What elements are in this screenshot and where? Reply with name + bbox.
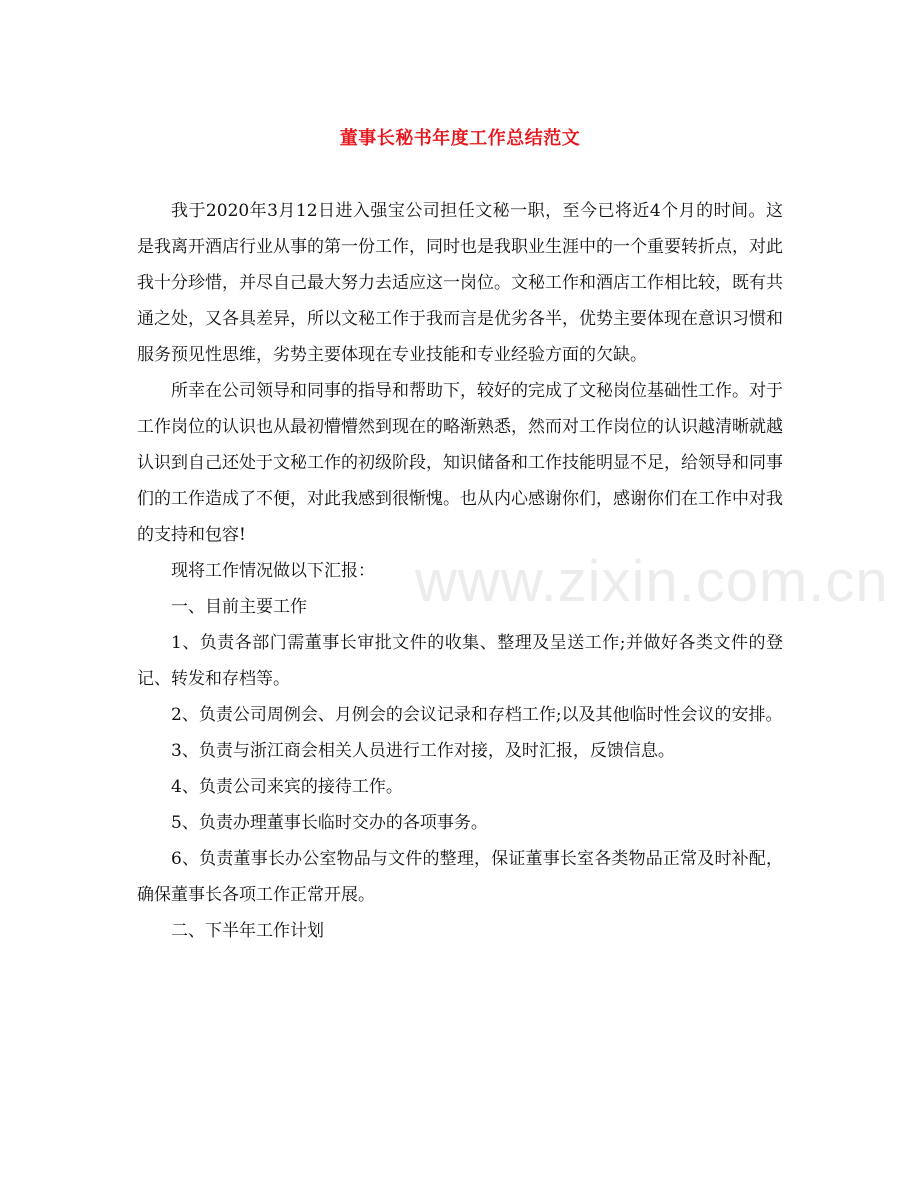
work-item-2: 2、负责公司周例会、月例会的会议记录和存档工作;以及其他临时性会议的安排。 <box>171 705 783 725</box>
work-item-3: 3、负责与浙江商会相关人员进行工作对接，及时汇报，反馈信息。 <box>171 741 675 761</box>
paragraph-thanks: 所幸在公司领导和同事的指导和帮助下，较好的完成了文秘岗位基础性工作。对于工作岗位的认识也从最初懵懵然到现在的略渐熟悉，然而对工作岗位的认识越清晰就越认识到自己还处于文秘工作的初级阶段，知识储备和工作技能明显不足，给领导和同事们的工作造成了不便，对此我感到很惭愧。也从内心感谢你们，感谢你们在工作中对我的支持和包容! <box>137 381 783 545</box>
paragraph-report-lead: 现将工作情况做以下汇报： <box>171 561 375 581</box>
watermark-text: www.zixin.com.cn <box>415 549 889 614</box>
paragraph-intro: 我于2020年3月12日进入强宝公司担任文秘一职，至今已将近4个月的时间。这是我离开酒店行业从事的第一份工作，同时也是我职业生涯中的一个重要转折点，对此我十分珍惜，并尽自己最大努力去适应这一岗位。文秘工作和酒店工作相比较，既有共通之处，又各具差异，所以文秘工作于我而言是优劣各半，优势主要体现在意识习惯和服务预见性思维，劣势主要体现在专业技能和专业经验方面的欠缺。 <box>137 201 783 365</box>
document-body <box>137 193 783 949</box>
work-item-6: 6、负责董事长办公室物品与文件的整理，保证董事长室各类物品正常及时补配，确保董事长各项工作正常开展。 <box>137 849 783 905</box>
section-heading-current-work: 一、目前主要工作 <box>171 597 307 617</box>
work-item-1: 1、负责各部门需董事长审批文件的收集、整理及呈送工作;并做好各类文件的登记、转发和存档等。 <box>137 633 783 689</box>
section-heading-next-half-plan: 二、下半年工作计划 <box>171 921 324 941</box>
work-item-5: 5、负责办理董事长临时交办的各项事务。 <box>171 813 488 833</box>
work-item-4: 4、负责公司来宾的接待工作。 <box>171 777 403 797</box>
document-title: 董事长秘书年度工作总结范文 <box>339 128 581 149</box>
